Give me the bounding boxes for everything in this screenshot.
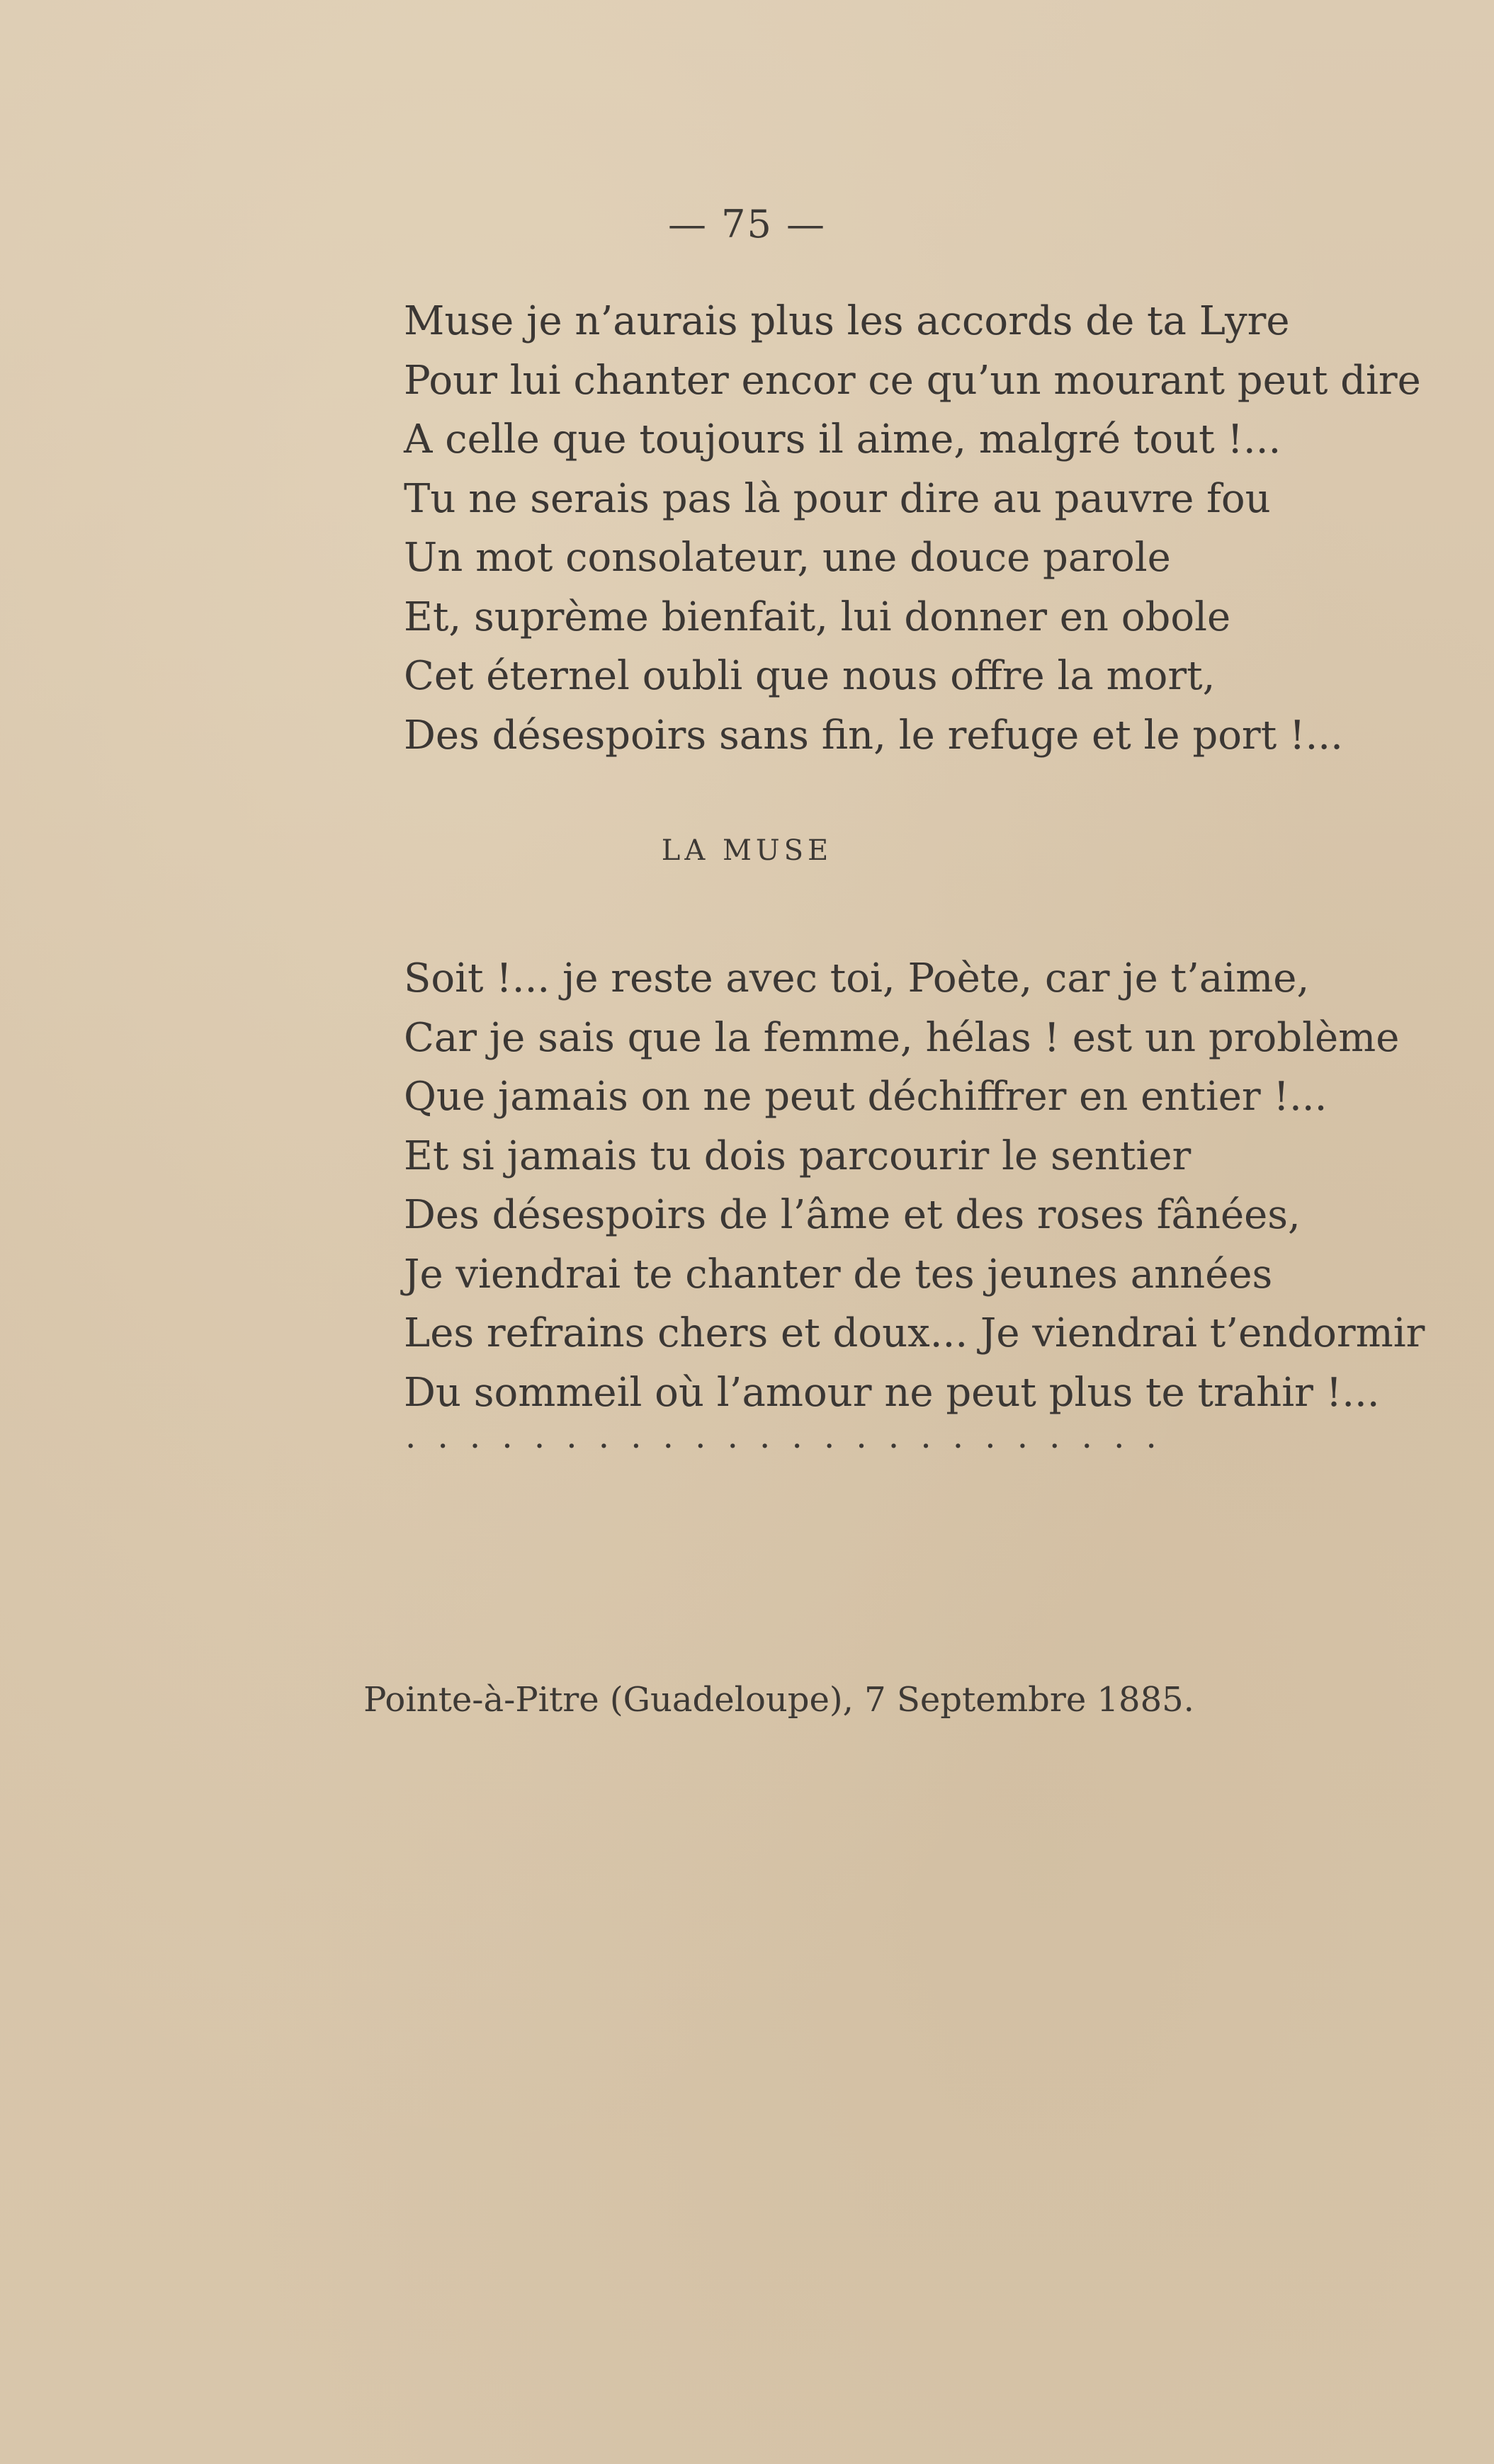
verse-line: Un mot consolateur, une douce parole bbox=[404, 535, 1171, 581]
verse-line: Des désespoirs sans fin, le refuge et le port !... bbox=[404, 712, 1343, 759]
verse-line: Du sommeil où l’amour ne peut plus te trahir !... bbox=[404, 1369, 1380, 1416]
verse-line: Et si jamais tu dois parcourir le sentier bbox=[404, 1132, 1192, 1179]
verse-line: Soit !... je reste avec toi, Poète, car je t’aime, bbox=[404, 955, 1310, 1001]
verse-line: Muse je n’aurais plus les accords de ta Lyre bbox=[404, 298, 1290, 344]
verse-line: Des désespoirs de l’âme et des roses fânées, bbox=[404, 1192, 1301, 1238]
verse-line: Et, suprème bienfait, lui donner en obole bbox=[404, 594, 1231, 640]
poem-stanza-1 bbox=[404, 292, 1452, 765]
ellipsis-separator: ........................ bbox=[405, 1416, 1178, 1456]
verse-line: Les refrains chers et doux... Je viendrai t’endormir bbox=[404, 1310, 1425, 1356]
verse-line: Cet éternel oubli que nous offre la mort, bbox=[404, 653, 1216, 699]
verse-line: A celle que toujours il aime, malgré tout !... bbox=[404, 416, 1281, 462]
speaker-heading: LA MUSE bbox=[661, 834, 833, 867]
verse-line: Que jamais on ne peut déchiffrer en entier !... bbox=[404, 1074, 1328, 1120]
poem-stanza-2 bbox=[404, 949, 1452, 1422]
verse-line: Je viendrai te chanter de tes jeunes années bbox=[404, 1251, 1273, 1298]
dateline: Pointe-à-Pitre (Guadeloupe), 7 Septembre 1885. bbox=[363, 1680, 1194, 1720]
verse-line: Pour lui chanter encor ce qu’un mourant peut dire bbox=[404, 357, 1421, 404]
verse-line: Car je sais que la femme, hélas ! est un problème bbox=[404, 1014, 1400, 1061]
verse-line: Tu ne serais pas là pour dire au pauvre fou bbox=[404, 475, 1271, 522]
page-number: — 75 — bbox=[667, 202, 827, 246]
